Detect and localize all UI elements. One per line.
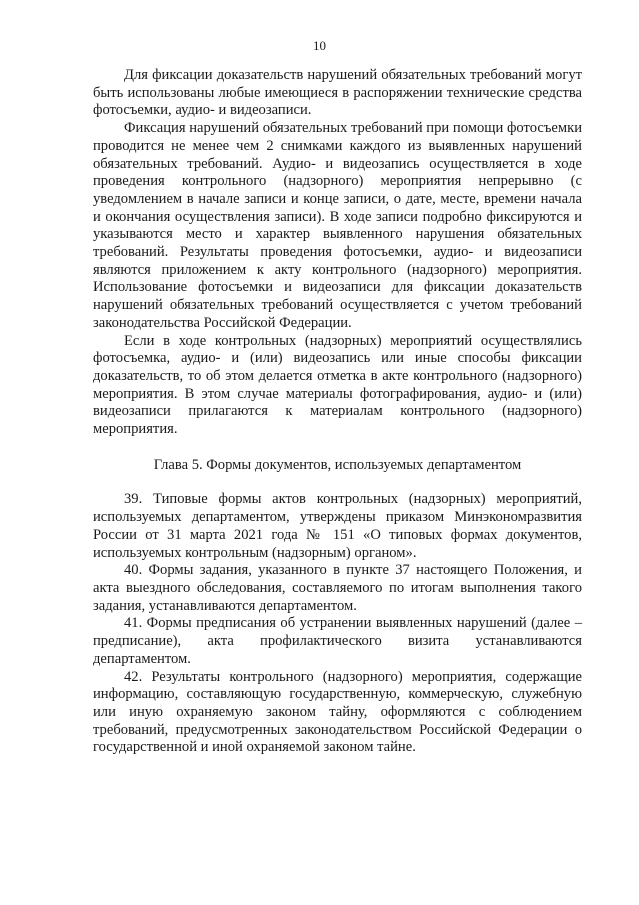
paragraph-41: 41. Формы предписания об устранении выявленных нарушений (далее – предписание), акта профилактического визита устанавливаются департаментом. (93, 615, 582, 667)
document-body (93, 67, 582, 757)
paragraph-39: 39. Типовые формы актов контрольных (надзорных) мероприятий, используемых департаментом, утверждены приказом Минэкономразвития России от 31 марта 2021 года № 151 «О типовых формах документов, используемых контрольным (надзорным) органом». (93, 491, 582, 561)
paragraph: Для фиксации доказательств нарушений обязательных требований могут быть использованы любые имеющиеся в распоряжении технические средства фотосъемки, аудио- и видеозаписи. (93, 67, 582, 119)
chapter-title: Глава 5. Формы документов, используемых департаментом (153, 456, 522, 473)
paragraph-40: 40. Формы задания, указанного в пункте 37 настоящего Положения, и акта выездного обследования, составляемого по итогам выполнения такого задания, устанавливаются департаментом. (93, 562, 582, 614)
paragraph: Фиксация нарушений обязательных требований при помощи фотосъемки проводится не менее чем 2 снимками каждого из выявленных нарушений обязательных требований. Аудио- и видеозапись осуществляется в ходе проведения контрольного (надзорного) мероприятия непрерывно (с уведомлением в начале записи и конце записи, о дате, месте, времени начала и окончания осуществления записи). В ходе записи подробно фиксируются и указываются место и характер выявленного нарушения обязательных требований. Результаты проведения фотосъемки, аудио- и видеозаписи являются приложением к акту контрольного (надзорного) мероприятия. Использование фотосъемки и видеозаписи для фиксации доказательств нарушений обязательных требований осуществляется с учетом требований законодательства Российской Федерации. (93, 120, 582, 331)
paragraph: Если в ходе контрольных (надзорных) мероприятий осуществлялись фотосъемка, аудио- и (или) видеозапись или иные способы фиксации доказательств, то об этом делается отметка в акте контрольного (надзорного) мероприятия. В этом случае материалы фотографирования, аудио- и (или) видеозаписи прилагаются к материалам контрольного (надзорного) мероприятия. (93, 332, 582, 438)
paragraph-42: 42. Результаты контрольного (надзорного) мероприятия, содержащие информацию, составляющую государственную, коммерческую, служебную или иную охраняемую законом тайну, оформляются с соблюдением требований, предусмотренных законодательством Российской Федерации о государственной и иной охраняемой законом тайне. (93, 668, 582, 756)
page-number: 10 (313, 38, 326, 53)
